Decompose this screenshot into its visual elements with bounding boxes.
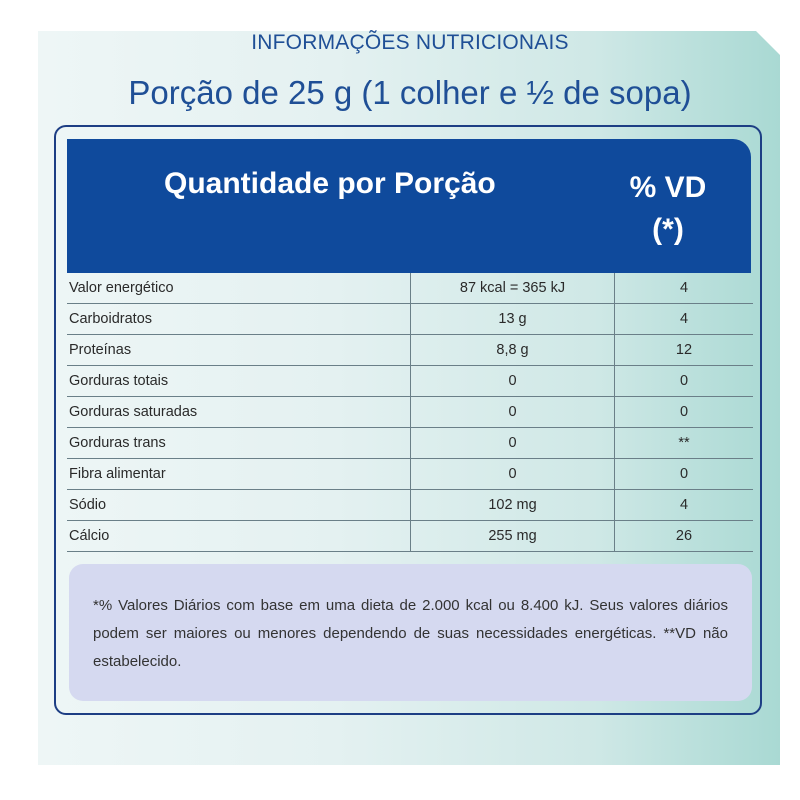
nutrient-vd: 0 [615,366,754,397]
nutrient-name: Valor energético [67,273,411,304]
nutrient-name: Fibra alimentar [67,459,411,490]
table-row [67,366,753,397]
nutrient-name: Sódio [67,490,411,521]
nutrient-amount: 255 mg [411,521,615,552]
table-row [67,397,753,428]
table-row [67,521,753,552]
footnote-box [69,564,752,701]
nutrient-amount: 0 [411,428,615,459]
table-row [67,490,753,521]
nutrient-amount: 13 g [411,304,615,335]
header-quantity: Quantidade por Porção [164,167,496,200]
nutrient-amount: 8,8 g [411,335,615,366]
nutrient-name: Gorduras trans [67,428,411,459]
header-vd-label: % VD [629,171,707,204]
nutrient-amount: 102 mg [411,490,615,521]
nutrient-vd: 4 [615,273,754,304]
nutrient-amount: 0 [411,397,615,428]
table-row [67,335,753,366]
nutrient-name: Carboidratos [67,304,411,335]
nutrient-vd: 26 [615,521,754,552]
nutrient-amount: 0 [411,459,615,490]
nutrient-vd: 0 [615,459,754,490]
nutrient-vd: ** [615,428,754,459]
header-vd [598,167,738,251]
nutrient-vd: 12 [615,335,754,366]
nutrient-name: Gorduras totais [67,366,411,397]
nutrient-name: Cálcio [67,521,411,552]
nutrient-vd: 4 [615,304,754,335]
footnote-text: *% Valores Diários com base em uma dieta de 2.000 kcal ou 8.400 kJ. Seus valores diários podem ser maiores ou menores dependendo de suas necessidades energéticas. **VD não estabelecido. [93,597,728,670]
serving-size: Porção de 25 g (1 colher e ½ de sopa) [128,74,692,111]
nutrient-name: Proteínas [67,335,411,366]
label-title: INFORMAÇÕES NUTRICIONAIS [251,31,569,54]
nutrient-amount: 0 [411,366,615,397]
table-row [67,459,753,490]
nutrient-name: Gorduras saturadas [67,397,411,428]
table-header [67,139,751,273]
table-row [67,273,753,304]
nutrient-vd: 4 [615,490,754,521]
table-row [67,304,753,335]
nutrient-amount: 87 kcal = 365 kJ [411,273,615,304]
header-vd-asterisk: (*) [652,213,684,246]
table-row [67,428,753,459]
nutrient-vd: 0 [615,397,754,428]
nutrition-table [67,273,753,552]
